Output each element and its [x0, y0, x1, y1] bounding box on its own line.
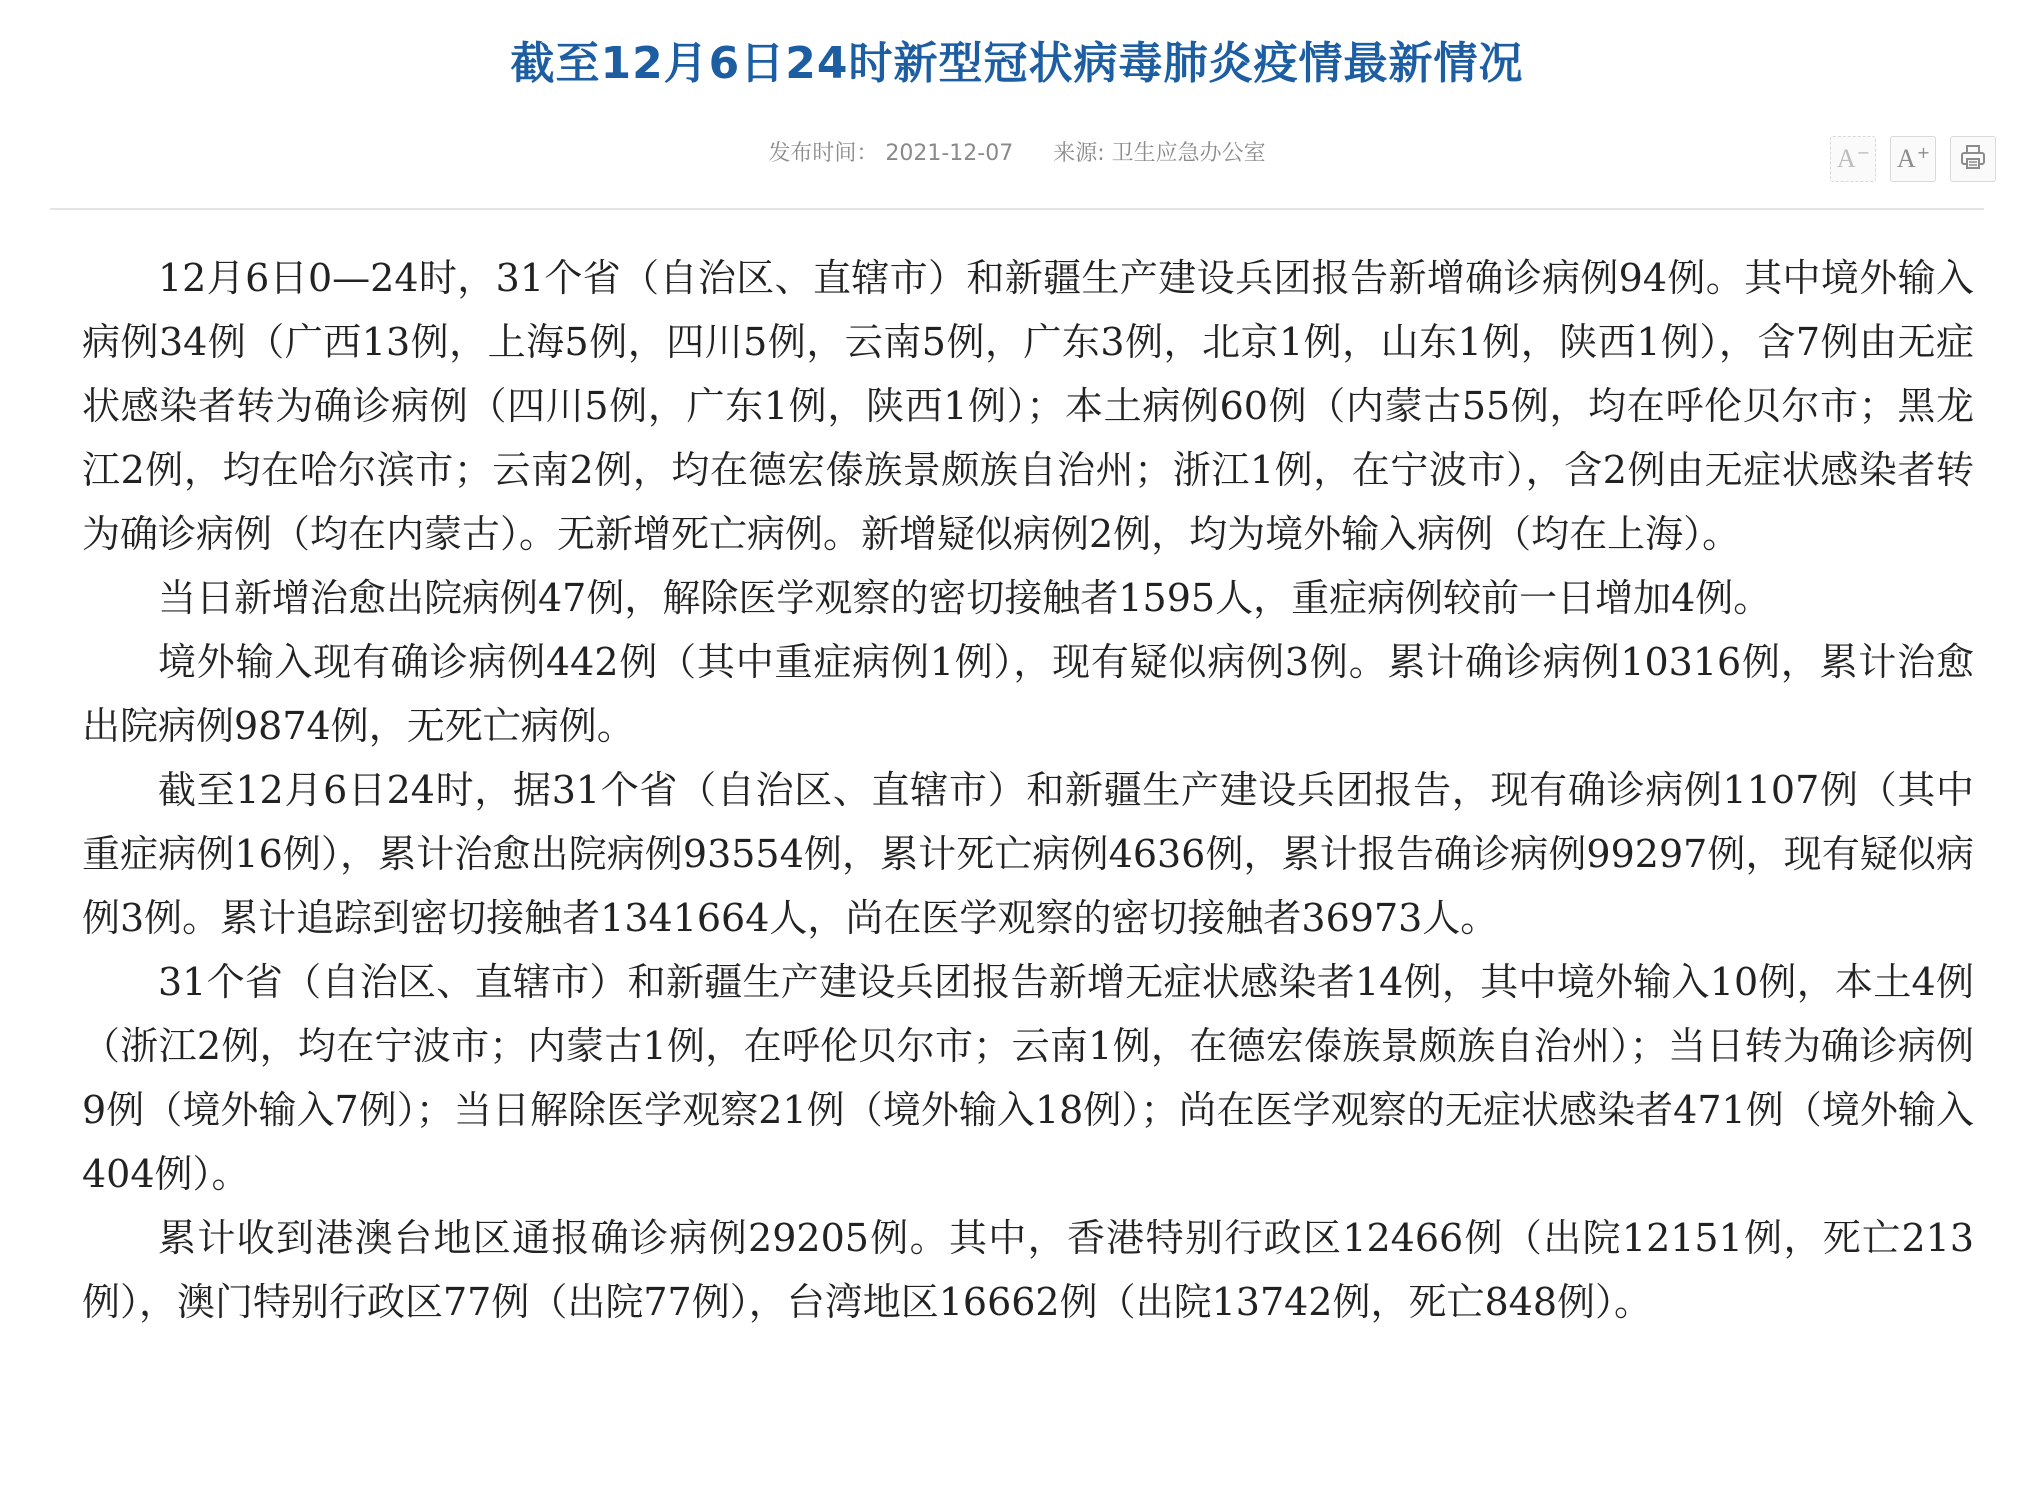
- print-icon: [1959, 143, 1987, 175]
- header-divider: [50, 208, 1984, 210]
- paragraph: 截至12月6日24时，据31个省（自治区、直辖市）和新疆生产建设兵团报告，现有确诊病例1107例（其中重症病例16例），累计治愈出院病例93554例，累计死亡病例4636例，累计报告确诊病例99297例，现有疑似病例3例。累计追踪到密切接触者1341664人，尚在医学观察的密切接触者36973人。: [82, 768, 1974, 940]
- page-title: 截至12月6日24时新型冠状病毒肺炎疫情最新情况: [510, 38, 1524, 89]
- font-decrease-button[interactable]: [1830, 136, 1876, 182]
- article-body: [82, 246, 1974, 1334]
- paragraph: 当日新增治愈出院病例47例，解除医学观察的密切接触者1595人，重症病例较前一日增加4例。: [158, 576, 1772, 620]
- article-meta: [0, 138, 2034, 173]
- font-decrease-icon: A−: [1836, 143, 1871, 173]
- paragraph: 境外输入现有确诊病例442例（其中重症病例1例），现有疑似病例3例。累计确诊病例10316例，累计治愈出院病例9874例，无死亡病例。: [82, 640, 1974, 748]
- paragraph: 累计收到港澳台地区通报确诊病例29205例。其中，香港特别行政区12466例（出院12151例，死亡213例），澳门特别行政区77例（出院77例），台湾地区16662例（出院13742例，死亡848例）。: [82, 1216, 1974, 1324]
- publish-label: 发布时间：: [768, 141, 879, 166]
- paragraph: 12月6日0—24时，31个省（自治区、直辖市）和新疆生产建设兵团报告新增确诊病例94例。其中境外输入病例34例（广西13例，上海5例，四川5例，云南5例，广东3例，北京1例，山东1例，陕西1例），含7例由无症状感染者转为确诊病例（四川5例，广东1例，陕西1例）；本土病例60例（内蒙古55例，均在呼伦贝尔市；黑龙江2例，均在哈尔滨市；云南2例，均在德宏傣族景颇族自治州；浙江1例，在宁波市），含2例由无症状感染者转为确诊病例（均在内蒙古）。无新增死亡病例。新增疑似病例2例，均为境外输入病例（均在上海）。: [82, 256, 1974, 556]
- font-increase-icon: A+: [1896, 143, 1931, 173]
- source-value: 卫生应急办公室: [1111, 141, 1266, 166]
- font-increase-button[interactable]: [1890, 136, 1936, 182]
- paragraph: 31个省（自治区、直辖市）和新疆生产建设兵团报告新增无症状感染者14例，其中境外输入10例，本土4例（浙江2例，均在宁波市；内蒙古1例，在呼伦贝尔市；云南1例，在德宏傣族景颇族自治州）；当日转为确诊病例9例（境外输入7例）；当日解除医学观察21例（境外输入18例）；尚在医学观察的无症状感染者471例（境外输入404例）。: [82, 960, 1974, 1196]
- print-button[interactable]: [1950, 136, 1996, 182]
- source-label: 来源:: [1053, 141, 1105, 166]
- publish-date: 2021-12-07: [885, 141, 1014, 166]
